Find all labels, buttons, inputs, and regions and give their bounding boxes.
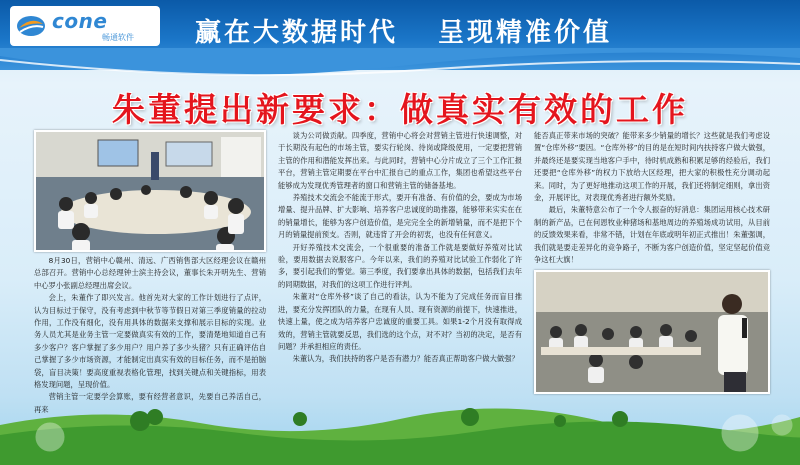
- column3-paragraph-2: 最后，朱董特意公布了一个令人振奋的好消息：集团运用核心技术研制的新产品，已在何恩牧业种猪场和基地周边的养殖场成功试用，从目前的反馈效果来看，非常不错，计划在年底或明年初正式推出！朱董强调，我们就是要走差异化的竞争路子，不断为客户创造价值，坚定坚起价值竞争这杠大旗！: [534, 205, 770, 265]
- slogan-part-1: 赢在大数据时代: [195, 18, 399, 48]
- column2-paragraph-1: 谈为公司做贡献。四季度，营销中心将会对营销主管进行快速调整，对于长期没有起色的市场主管，要实行轮岗、待岗或降级使用，一定要把营销主管的作用和潜能发挥出来。与此同时，营销中心分片成立了三个工作汇报平台，营销主管定期要在平台中汇报自己的重点工作，集团也希望这些平台能够成为发现优秀管理者的窗口和营销主管的储备基地。: [278, 131, 522, 190]
- main-headline: 朱董提出新要求：做真实有效的工作: [112, 90, 688, 129]
- header-wave-decoration: [0, 48, 800, 88]
- column2-paragraph-4: 朱董对“仓库外移”谈了自己的看法，认为不能为了完成任务而盲目推进，要充分发挥团队的力量，在现有人员、现有资源的前提下，快速推进，快速上量，使之成为培养客户忠诚度的重要工具。如果1-2个月没有取得成效的，营销主管就要反思，我们选的这个点，对不对？当初的决定，是否有问题？并承担相应的责任。: [278, 292, 522, 351]
- article-column-1: [34, 130, 266, 416]
- speaker-photo-image: [536, 272, 768, 392]
- column3-paragraph-1: 能否真正带来市场的突破？能带来多少销量的增长？这些就是我们考虑设置“仓库外移”要因。“仓库外移”的目的是在短时间内扶持客户做大做强，并最终还是要实现当地客户手中，待时机成熟和积累足够的经验后，我们还要把“仓库外移”的权力下放给大区经理，把大家的积极性充分调动起来。同时，为了更好地推动这项工作的开展，我们还将制定细则，拿出资金，开展评比，对表现优秀者进行额外奖励。: [534, 131, 770, 203]
- logo-wordmark: cone: [52, 9, 108, 33]
- meeting-room-photo: [34, 130, 266, 252]
- column1-paragraph-2: 营销主管一定要学会算账，要有经营者意识，先要自己养活自己，再来: [34, 392, 266, 414]
- swoosh-logo-icon: [16, 14, 46, 38]
- column2-paragraph-2: 养殖技术交流会不能流于形式，要开有准备、有价值的会，要成为市场增量、提升品牌、扩大影响、培养客户忠诚度的助推器，能够带来实实在在的销量增长，能够为客户创造价值，是完完全全的新增销量，而不是把下个月的销量提前预支。否则，就违背了开会的初衷，也没有任何意义。: [278, 193, 522, 240]
- article-column-3: [534, 130, 770, 394]
- grass-decoration: [0, 395, 800, 465]
- column1-paragraph-1: 会上，朱董作了即兴发言。他首先对大家的工作计划进行了点评，认为目标过于保守，没有考虑到中秋节等节假日对第三季度销量的拉动作用，工作没有细化，没有用具体的数据来支撑和展示目标的实现。业务人员尤其是业务主管一定要做真实有效的工作，要清楚地知道自己有多少客户？客户掌握了多少用户？用户养了多少头猪？只有正确评估自己掌握了多少市场资源，才能制定出真实有效的目标任务，而不是拍脑袋，盲目决策！要高度重视表格化管理，找到关键点和关键指标，用表格发现问题，呈现价值。: [34, 293, 266, 390]
- article-column-2: [278, 130, 522, 366]
- speaker-photo: [534, 270, 770, 394]
- meeting-photo-image: [36, 132, 264, 250]
- photo-caption-text: 8月30日，营销中心赣州、清远、广西销售部大区经理会议在赣州总部召开。营销中心总经理钟士滨主持会议，董事长朱开明先生、营销中心罗小张副总经理出席会议。: [34, 256, 266, 290]
- slogan-part-2: 呈现精准价值: [438, 18, 613, 48]
- company-logo: [10, 6, 160, 46]
- header-slogan: [195, 12, 755, 49]
- column2-paragraph-5: 朱董认为，我们扶持的客户是否有潜力？能否真正帮助客户做大做强？: [292, 354, 519, 364]
- logo-subtitle: 畅通软件: [102, 33, 134, 42]
- column2-paragraph-3: 开好养殖技术交流会，一个很重要的准备工作就是要做好养殖对比试验，要用数据去说服客户。今年以来，我们的养殖对比试验工作弱化了许多，要引起我们的警觉。第三季度，我们要拿出具体的数据，包括我们去年的同期数据，对我们的这项工作进行评判。: [278, 242, 522, 289]
